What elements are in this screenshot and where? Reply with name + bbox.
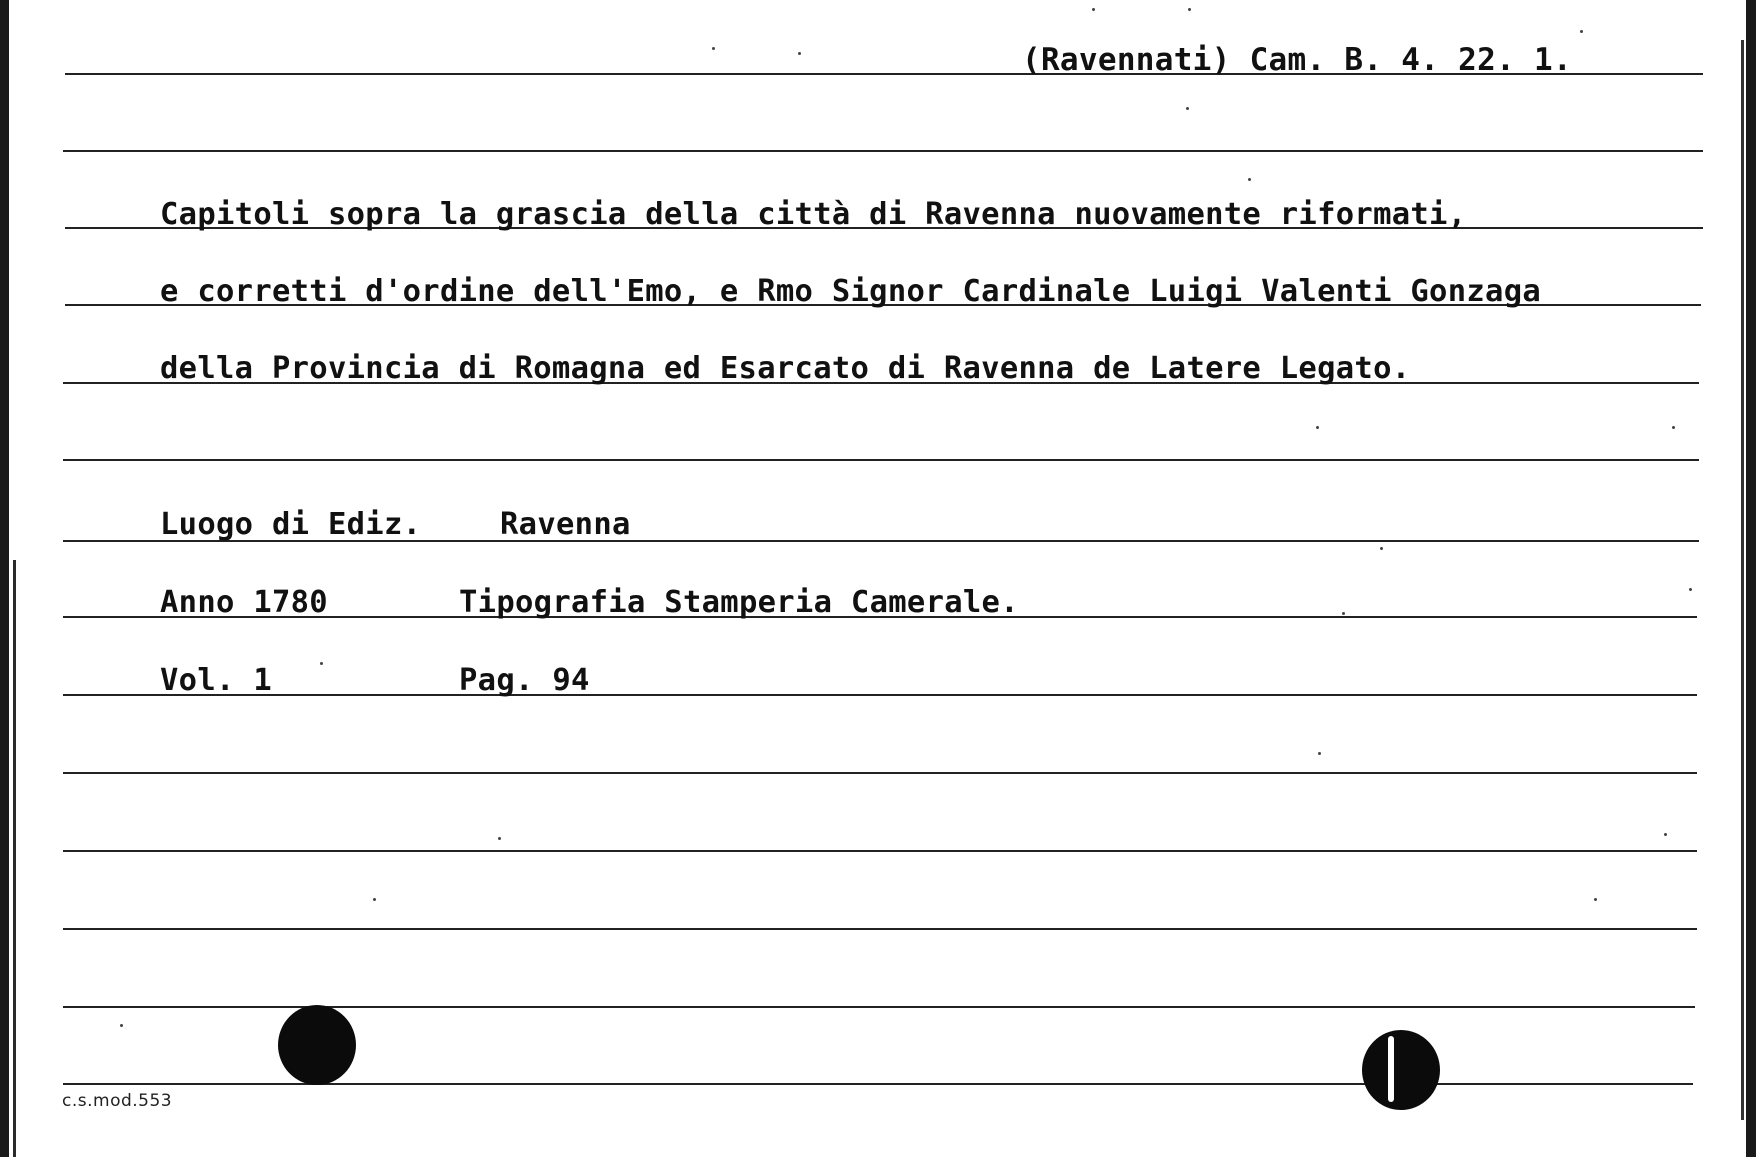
- place-label: Luogo di Ediz.: [160, 507, 422, 542]
- ruled-line: [63, 150, 1703, 152]
- dust-speck: [1664, 833, 1667, 836]
- dust-speck: [1342, 612, 1345, 615]
- printer: Tipografia Stamperia Camerale.: [459, 585, 1019, 620]
- ruled-line: [63, 928, 1697, 930]
- dust-speck: [373, 898, 376, 901]
- dust-speck: [1580, 30, 1583, 33]
- pages: Pag. 94: [459, 663, 590, 698]
- volume: Vol. 1: [160, 663, 272, 698]
- dust-speck: [798, 52, 801, 55]
- dust-speck: [1248, 178, 1251, 181]
- dust-speck: [320, 662, 323, 665]
- dust-speck: [498, 837, 501, 840]
- ruled-line: [63, 850, 1697, 852]
- card-right-edge-line: [1741, 40, 1744, 1120]
- dust-speck: [712, 47, 715, 50]
- dust-speck: [1672, 426, 1675, 429]
- dust-speck: [1318, 752, 1321, 755]
- ruled-line: [63, 694, 1697, 696]
- dust-speck: [1689, 588, 1692, 591]
- title-line-3: della Provincia di Romagna ed Esarcato di Ravenna de Latere Legato.: [160, 351, 1411, 386]
- dust-speck: [1316, 426, 1319, 429]
- dust-speck: [1594, 898, 1597, 901]
- title-line-1: Capitoli sopra la grascia della città di Ravenna nuovamente riformati,: [160, 197, 1467, 232]
- shelfmark: (Ravennati) Cam. B. 4. 22. 1.: [1022, 42, 1572, 78]
- card-right-edge: [1746, 0, 1756, 1157]
- year: Anno 1780: [160, 585, 328, 620]
- card-left-edge: [0, 0, 9, 1157]
- ruled-line: [63, 772, 1697, 774]
- punch-hole-right: [1362, 1030, 1440, 1110]
- dust-speck: [1186, 107, 1189, 110]
- ruled-line: [63, 459, 1699, 461]
- place-value: Ravenna: [500, 507, 631, 542]
- card-left-edge-line: [13, 560, 16, 1157]
- punch-hole-left: [278, 1005, 356, 1085]
- dust-speck: [1380, 547, 1383, 550]
- dust-speck: [1092, 8, 1095, 11]
- title-line-2: e corretti d'ordine dell'Emo, e Rmo Signor Cardinale Luigi Valenti Gonzaga: [160, 274, 1542, 309]
- dust-speck: [1188, 8, 1191, 11]
- dust-speck: [120, 1024, 123, 1027]
- form-code: c.s.mod.553: [62, 1091, 173, 1111]
